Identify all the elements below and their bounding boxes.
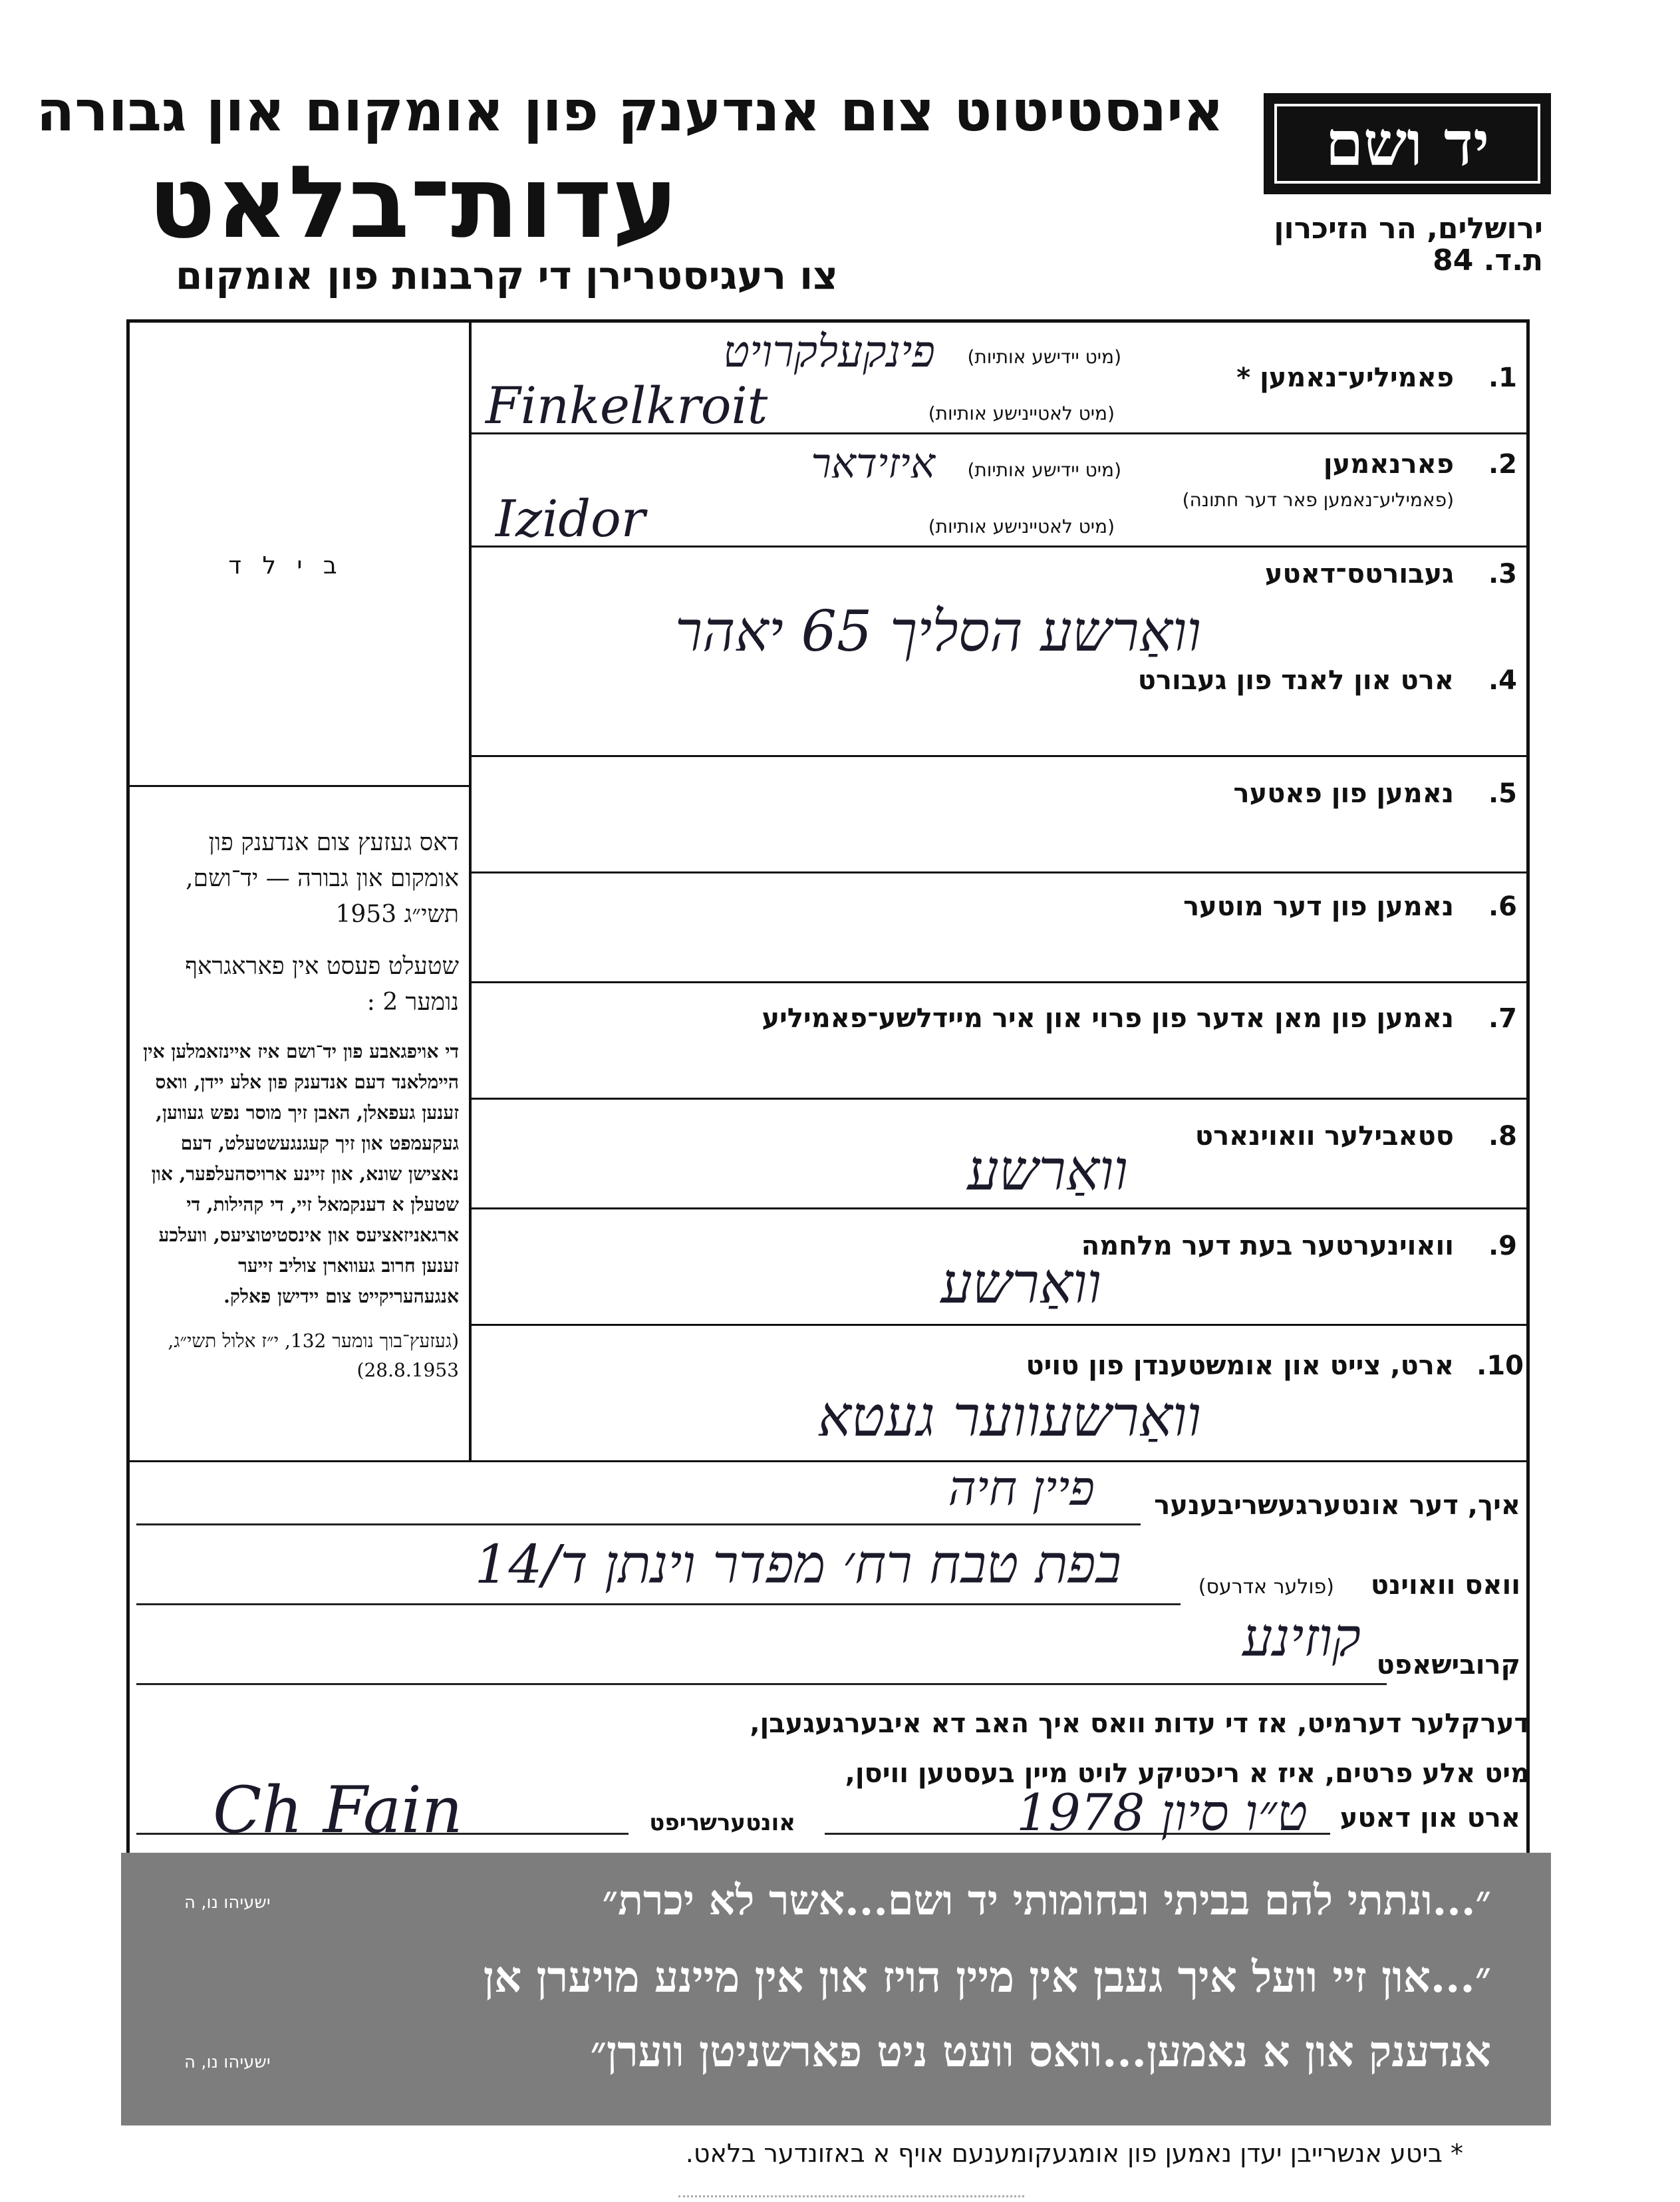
field-10-label: ארט, צייט און אומשטענדן פון טויט [1026, 1350, 1454, 1381]
field-3-value[interactable]: וואַרשע הסליך 65 יאהר [674, 599, 1201, 664]
place-date-label: ארט און דאטע [1339, 1803, 1520, 1833]
address-line-2: ת.ד. 84 [1433, 243, 1543, 277]
place-date-value[interactable]: ט״ו סיון 1978 [1016, 1783, 1308, 1842]
field-3-label: געבורטס־דאטע [1264, 559, 1454, 589]
row-separator [472, 981, 1526, 983]
field-8-label: סטאבילער וואוינארט [1194, 1121, 1454, 1152]
quote-source-2: ישעיהו נו, ה [184, 2052, 271, 2072]
field-5-label: נאמען פון פאטער [1233, 778, 1454, 809]
address [1250, 213, 1543, 277]
footnote: * ביטע אנשרייבן יעדן נאמען פון אומגעקומענעם אויף א באזונדער בלאט. [685, 2139, 1463, 2168]
scan-artifact-dots [678, 2195, 1024, 2199]
relation-line [136, 1683, 1387, 1685]
signature-label: אונטערשריפט [649, 1809, 795, 1836]
law-text-4: (געזעץ־בוך נומער 132, י״ז אלול תשי״ג, 28.8.1953) [168, 1330, 459, 1381]
field-9-label: וואוינערטער בעת דער מלחמה [1081, 1231, 1454, 1261]
field-4-label: ארט און לאנד פון געבורט [1137, 665, 1454, 696]
field-2-label: פארנאמען [1323, 449, 1454, 480]
declaration-line-1: דערקלער דערמיט, אז די עדות וואס איך האב דא איבערגעגעבן, [750, 1708, 1530, 1739]
field-6-number: 6. [1488, 891, 1517, 922]
field-2-value-yiddish[interactable]: איזידאר [811, 439, 935, 488]
column-divider [469, 323, 472, 1462]
law-text-1: דאס געזעץ צום אנדענק פון אומקום און גבורה — יד־ושם, תשי״ג 1953 [186, 829, 459, 928]
field-8-value[interactable]: וואַרשע [967, 1138, 1128, 1203]
field-3-number: 3. [1488, 559, 1517, 589]
field-4-number: 4. [1488, 665, 1517, 696]
row-separator [472, 1098, 1526, 1100]
address-value[interactable]: בפת טבח רח׳ מפדר וינתן ד/14 [474, 1533, 1121, 1595]
signature[interactable]: Ch Fain [213, 1773, 463, 1847]
quote-line-2: ״...און זיי וועל איך געבן אין מיין הויז און אין מיינע מויערן אן [483, 1953, 1491, 2002]
address-note: (פולער אדרעס) [1198, 1575, 1334, 1599]
address-line-1: ירושלים, הר הזיכרון [1274, 212, 1543, 245]
field-10-number: 10. [1476, 1350, 1524, 1381]
photo-box-divider [130, 785, 470, 787]
signer-line [136, 1523, 1141, 1525]
row-separator [472, 1324, 1526, 1326]
field-1-number: 1. [1488, 363, 1517, 393]
quote-line-3: אנדענק און א נאמען...וואס וועט ניט פארשניטן ווערן״ [590, 2027, 1491, 2077]
quote-line-1: ״...ונתתי להם בביתי ובחומותי יד ושם...אשר לא יכרת״ [602, 1876, 1491, 1925]
signer-label: איך, דער אונטערגעשריבענער [1154, 1490, 1520, 1521]
field-1-label: פאמיליע־נאמען * [1236, 363, 1454, 393]
form-section-divider [130, 1460, 1526, 1462]
signer-value[interactable]: פיין חיה [948, 1460, 1095, 1516]
law-text-2: שטעלט פעסט אין פאראגראף נומער 2 : [185, 953, 459, 1016]
yad-vashem-logo [1264, 93, 1551, 194]
field-6-label: נאמען פון דער מוטער [1183, 891, 1454, 922]
row-separator [472, 871, 1526, 873]
field-9-number: 9. [1488, 1231, 1517, 1261]
field-2-hint-yiddish: (מיט יידישע אותיות) [967, 459, 1121, 481]
field-8-number: 8. [1488, 1121, 1517, 1152]
quote-source-1: ישעיהו נו, ה [184, 1893, 271, 1913]
photo-box-label: ב י ל ד [228, 552, 344, 579]
field-5-number: 5. [1488, 778, 1517, 809]
field-2-note: (פאמיליע־נאמען פאר דער חתונה) [1182, 489, 1454, 511]
field-10-value[interactable]: וואַרשעווער געטא [817, 1384, 1201, 1449]
row-separator [472, 755, 1526, 757]
address-line [136, 1603, 1181, 1605]
logo-text: יד ושם [1274, 104, 1540, 184]
institute-name: אינסטיטוט צום אנדענק פון אומקום און גבורה [36, 79, 1224, 144]
quote-banner [121, 1853, 1551, 2125]
page-subtitle: צו רעגיסטרירן די קרבנות פון אומקום [176, 253, 838, 298]
field-1-value-latin[interactable]: Finkelkroit [486, 376, 768, 435]
relation-value[interactable]: קוזינע [1242, 1607, 1361, 1668]
field-2-value-latin[interactable]: Izidor [495, 489, 646, 548]
declaration-line-2: מיט אלע פרטים, איז א ריכטיקע לויט מיין בעסטען וויסן, [845, 1758, 1530, 1789]
field-9-value[interactable]: וואַרשע [940, 1251, 1101, 1316]
law-text-3: די אויפגאבע פון יד־ושם איז איינזאמלען אין היימלאנד דעם אנדענק פון אלע יידן, וואס זענען געפאלן, האבן זיך מוסר נפש געווען, געקעמפט און זיך קעגנגעשטעלט, דעם נאצישן שונא, און זיינע ארויסהעלפער, און שטעלן א דענקמאל זיי, די קהילות, די ארגאניזאציעס און אינסטיטוציעס, וועלכע זענען חרוב געווארן צוליב זייער אנגעהעריקייט צום יידישן פאלק. [143, 1040, 459, 1307]
field-2-hint-latin: (מיט לאטיינישע אותיות) [928, 516, 1115, 538]
relation-label: קרובישאפט [1376, 1650, 1520, 1680]
field-1-hint-latin: (מיט לאטיינישע אותיות) [928, 402, 1115, 424]
field-2-number: 2. [1488, 449, 1517, 480]
row-separator [472, 1207, 1526, 1209]
address-label: וואס וואוינט [1370, 1570, 1520, 1601]
page-title: עדות־בלאט [148, 145, 678, 261]
field-7-label: נאמען פון מאן אדער פון פרוי און איר מיידלשע־פאמיליע [762, 1003, 1454, 1034]
field-1-value-yiddish[interactable]: פינקעלקרויט [723, 326, 935, 377]
field-1-hint-yiddish: (מיט יידישע אותיות) [967, 346, 1121, 368]
field-7-number: 7. [1488, 1003, 1517, 1034]
law-text-box [136, 825, 459, 1385]
